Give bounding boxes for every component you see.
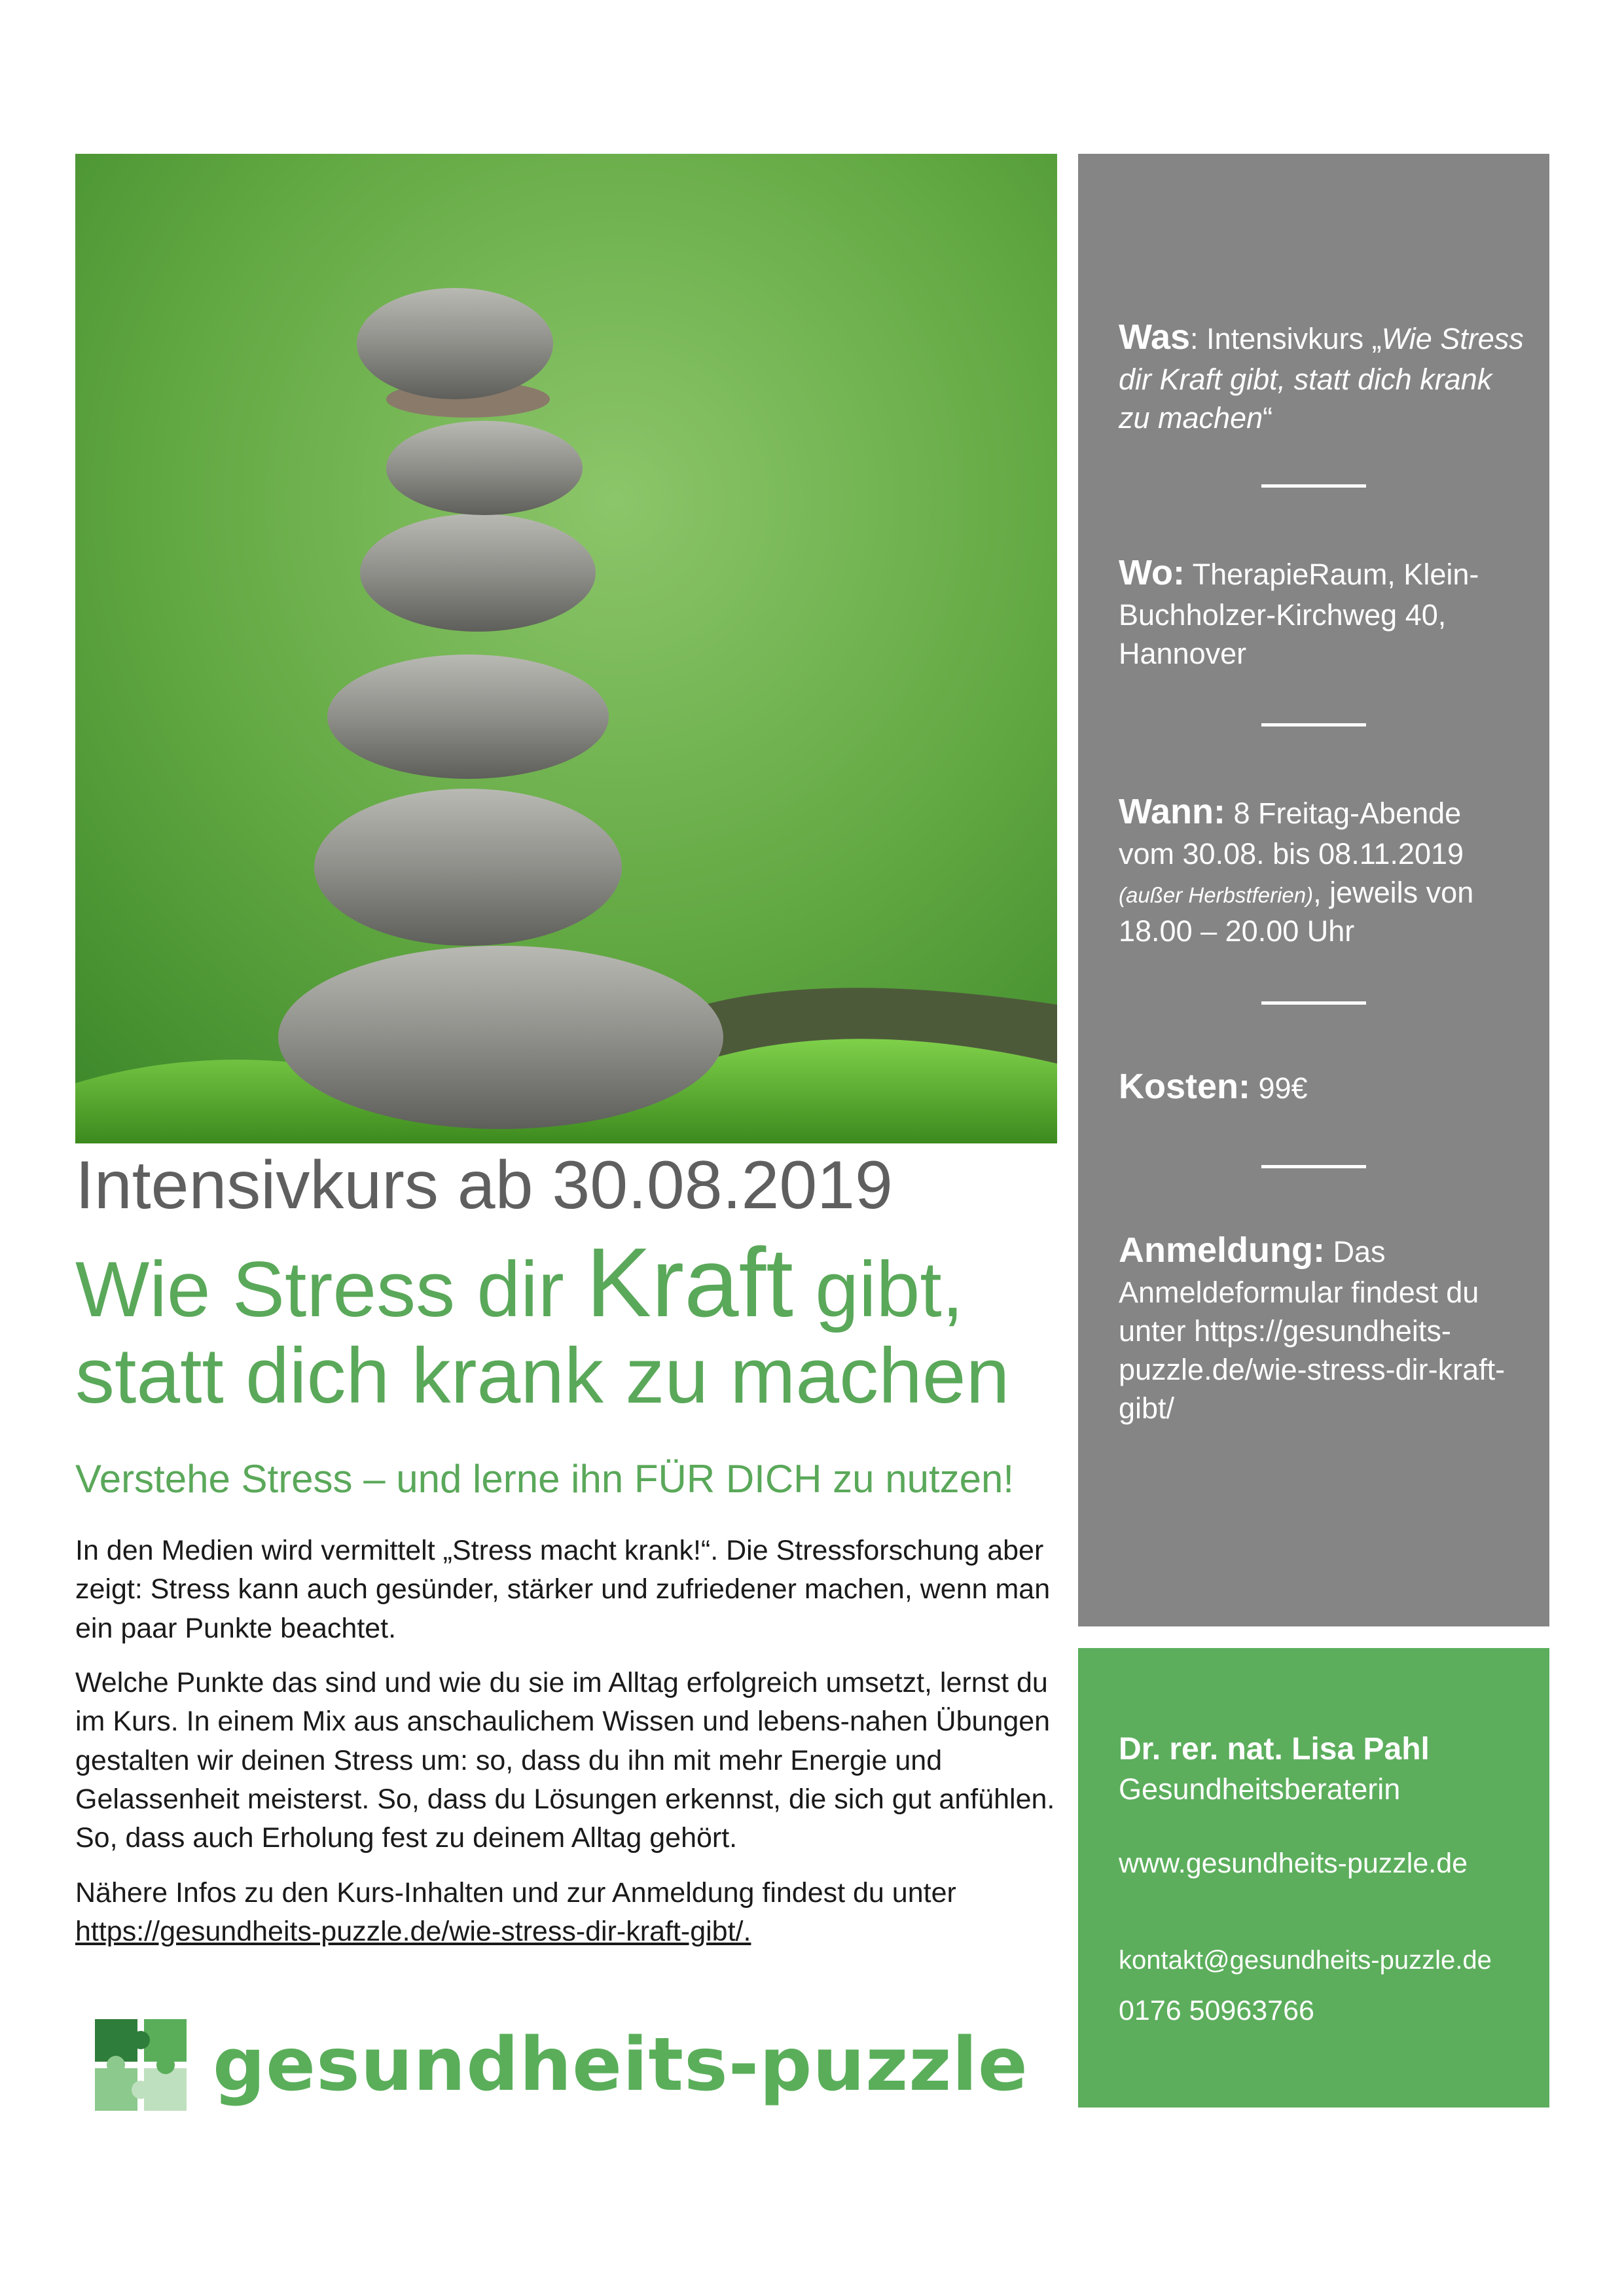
body-paragraph-2: Welche Punkte das sind und wie du sie im Alltag erfolgreich umsetzt, lernst du im Kurs. In einem Mix aus anschaulichem Wissen und lebens-nahen Übungen gestalten wir deinen Stress um: so, dass du ihn mit mehr Energie und Gelassenheit meisterst. So, dass du Lösungen erkennst, die sich gut anfühlen. So, dass auch Erholung fest zu deinem Alltag gehört. bbox=[75, 1666, 1055, 1854]
wo-text: TherapieRaum, Klein-Buchholzer-Kirchweg 40, Hannover bbox=[1119, 558, 1479, 670]
title-part1: Wie Stress dir bbox=[75, 1246, 586, 1333]
was-text: Intensivkurs „ bbox=[1198, 322, 1382, 355]
was-label: Was bbox=[1119, 317, 1191, 357]
was-colon: : bbox=[1190, 322, 1199, 355]
wann-label: Wann: bbox=[1119, 792, 1225, 831]
info-wann bbox=[1119, 789, 1525, 951]
stone-stack-image bbox=[75, 154, 1057, 1143]
body-text bbox=[75, 1532, 1064, 1967]
course-link[interactable]: https://gesundheits-puzzle.de/wie-stress-dir-kraft-gibt/. bbox=[75, 1915, 751, 1947]
divider bbox=[1261, 484, 1366, 488]
logo bbox=[88, 2013, 1028, 2117]
kosten-label: Kosten: bbox=[1119, 1067, 1250, 1106]
body-paragraph-1: In den Medien wird vermittelt „Stress macht krank!“. Die Stressforschung aber zeigt: Stress kann auch gesünder, stärker und zufriedener machen, wenn man ein paar Punkte beachtet. bbox=[75, 1535, 1051, 1644]
contact-box bbox=[1078, 1648, 1549, 2108]
headline: Intensivkurs ab 30.08.2019 bbox=[75, 1147, 893, 1223]
divider bbox=[1261, 1001, 1366, 1005]
info-box bbox=[1078, 154, 1549, 1626]
title-part2: gibt, bbox=[793, 1246, 964, 1333]
info-was bbox=[1119, 314, 1525, 438]
course-title bbox=[75, 1227, 1096, 1420]
info-anmeldung bbox=[1119, 1227, 1525, 1427]
wo-label: Wo: bbox=[1119, 553, 1185, 592]
info-wo bbox=[1119, 550, 1525, 673]
stone-stack-photo bbox=[75, 154, 1057, 1143]
wann-text2: , jeweils von 18.00 – 20.00 Uhr bbox=[1119, 875, 1474, 948]
body-paragraph-3 bbox=[75, 1874, 1064, 1952]
contact-website[interactable]: www.gesundheits-puzzle.de bbox=[1119, 1848, 1468, 1879]
anmeldung-label: Anmeldung: bbox=[1119, 1230, 1325, 1270]
was-end: “ bbox=[1263, 401, 1273, 435]
wann-text: 8 Freitag-Abende vom 30.08. bis 08.11.2019 bbox=[1119, 797, 1464, 870]
divider bbox=[1261, 1165, 1366, 1168]
info-kosten bbox=[1119, 1064, 1525, 1110]
was-title: Wie Stress dir Kraft gibt, statt dich krank zu machen bbox=[1119, 322, 1524, 435]
contact-name: Dr. rer. nat. Lisa Pahl bbox=[1119, 1732, 1430, 1767]
subtitle: Verstehe Stress – und lerne ihn FÜR DICH zu nutzen! bbox=[75, 1457, 1015, 1501]
kosten-text: 99€ bbox=[1250, 1071, 1308, 1105]
logo-text: gesundheits-puzzle bbox=[213, 2022, 1028, 2108]
puzzle-icon bbox=[88, 2013, 193, 2117]
divider bbox=[1261, 723, 1366, 726]
title-kraft: Kraft bbox=[586, 1227, 793, 1337]
contact-role: Gesundheitsberaterin bbox=[1119, 1772, 1401, 1806]
anmeldung-link[interactable]: https://gesundheits-puzzle.de/wie-stress-dir-kraft-gibt/ bbox=[1119, 1314, 1506, 1425]
contact-phone: 0176 50963766 bbox=[1119, 1995, 1314, 2026]
wann-small: (außer Herbstferien) bbox=[1119, 882, 1314, 907]
title-line2: statt dich krank zu machen bbox=[75, 1332, 1010, 1420]
contact-email[interactable]: kontakt@gesundheits-puzzle.de bbox=[1119, 1946, 1492, 1975]
body-paragraph-3-text: Nähere Infos zu den Kurs-Inhalten und zur Anmeldung findest du unter bbox=[75, 1876, 956, 1909]
anmeldung-text: Das Anmeldeformular findest du unter bbox=[1119, 1235, 1479, 1348]
